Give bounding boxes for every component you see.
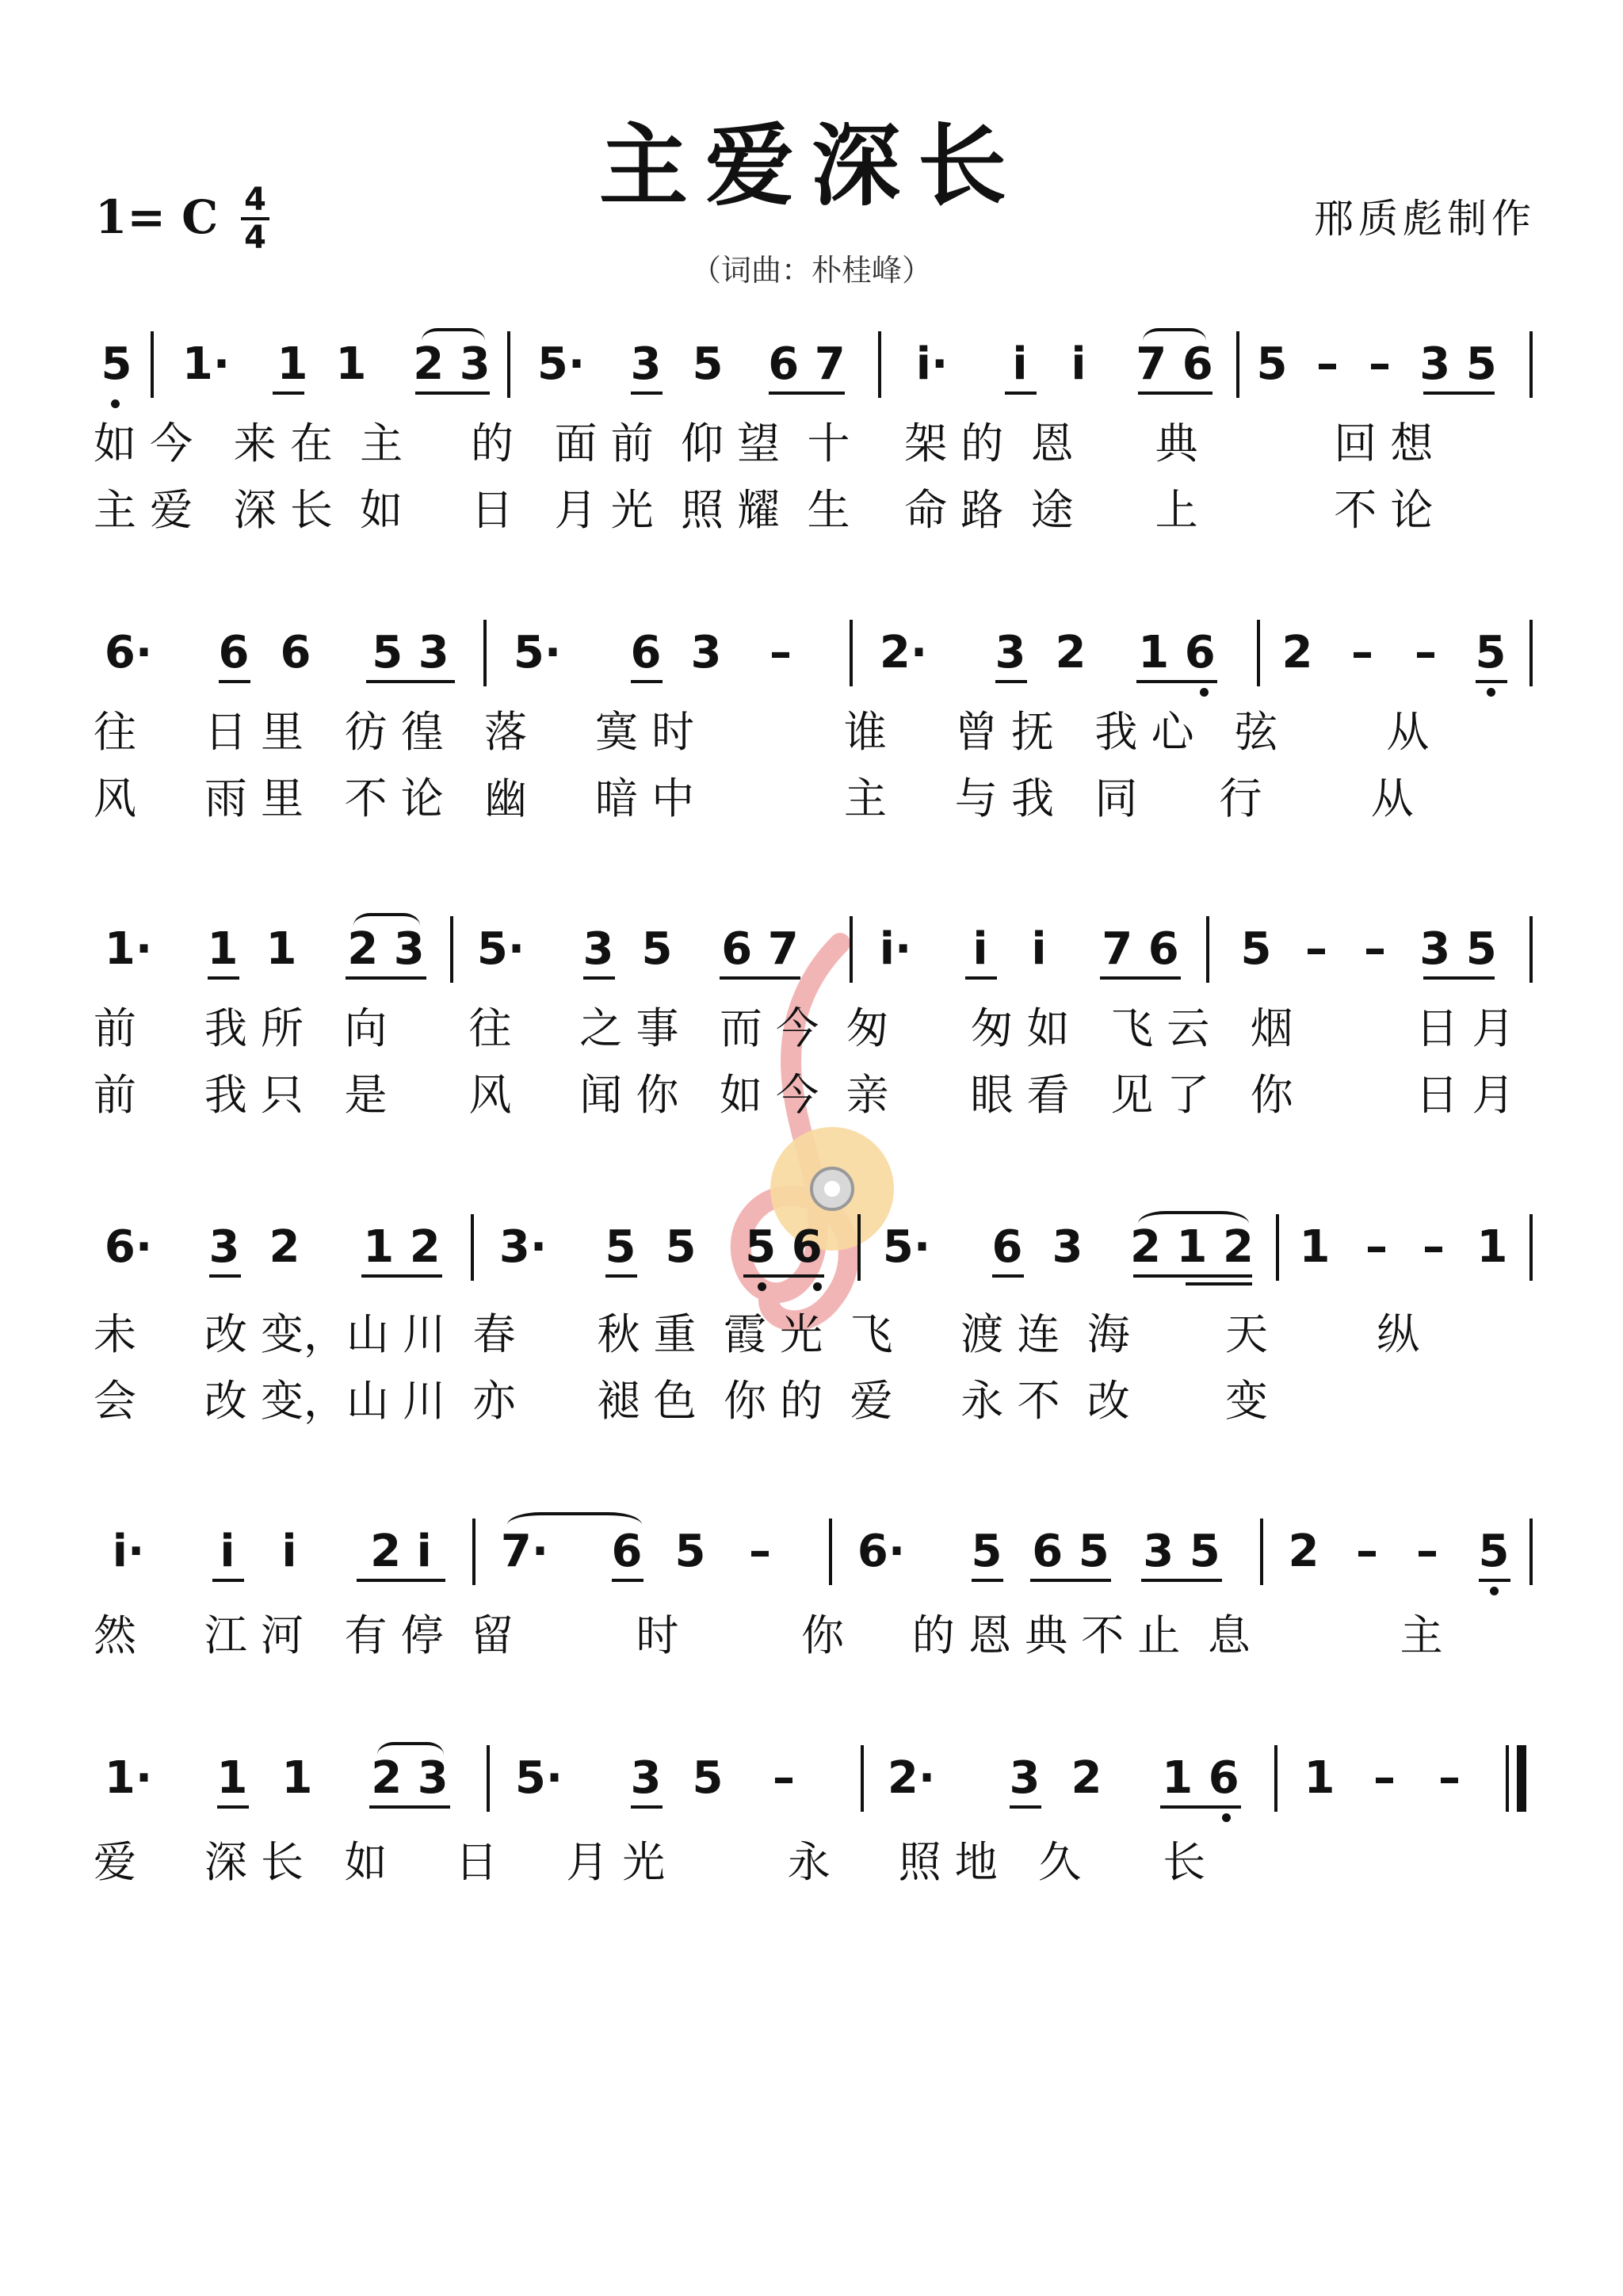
note: 5 <box>1240 923 1272 975</box>
note: i <box>1012 338 1028 390</box>
barline <box>861 1745 864 1812</box>
note: 6 <box>611 1526 643 1577</box>
underline <box>992 1274 1024 1278</box>
note: 3 <box>690 627 722 678</box>
note: – <box>1305 923 1327 975</box>
slur <box>422 328 485 353</box>
note: – <box>1373 1752 1396 1804</box>
underline <box>631 392 663 395</box>
note: 3 <box>208 1221 240 1273</box>
meter-bottom: 4 <box>244 220 266 256</box>
barline <box>1529 331 1533 398</box>
note: – <box>1423 1221 1445 1273</box>
note: – <box>1369 338 1391 390</box>
underline <box>583 976 615 980</box>
lyric-line: 如 今 来 在 主 的 面 前 仰 望 十 架 的 恩 典 回 想 <box>94 418 1434 468</box>
song-title: 主爱深长 <box>599 114 1024 218</box>
note: 3 5 <box>1419 338 1497 390</box>
barline <box>1260 1519 1263 1585</box>
underline <box>1005 392 1037 395</box>
note: 2 3 <box>371 1752 449 1804</box>
underline <box>1030 1579 1111 1582</box>
underline <box>965 976 997 980</box>
note: i· <box>915 338 949 390</box>
note: – <box>769 627 792 678</box>
underline <box>631 680 663 683</box>
underline <box>1141 1579 1222 1582</box>
barline <box>507 331 510 398</box>
note: – <box>1415 627 1437 678</box>
underline <box>720 976 800 980</box>
note: – <box>773 1752 795 1804</box>
low-octave-dot <box>813 1282 822 1291</box>
barline <box>1206 916 1209 983</box>
lyric-line: 爱 深 长 如 日 月 光 永 照 地 久 长 <box>94 1837 1206 1887</box>
treble-clef-watermark <box>689 927 943 1371</box>
note: 6 <box>280 627 311 678</box>
underline <box>1138 392 1212 395</box>
author-credit: 邢质彪制作 <box>1314 196 1536 242</box>
barline <box>1529 1519 1533 1585</box>
underline <box>1423 392 1495 395</box>
underline <box>415 392 490 395</box>
note: 5 <box>1256 338 1288 390</box>
underline <box>212 1579 244 1582</box>
note: – <box>749 1526 771 1577</box>
note: – <box>1356 1526 1378 1577</box>
underline <box>605 1274 637 1278</box>
time-signature <box>238 182 273 255</box>
underline <box>743 1274 824 1278</box>
note: – <box>1351 627 1373 678</box>
underline <box>209 1274 241 1278</box>
note: 6 7 <box>721 923 799 975</box>
underline <box>208 976 239 980</box>
note: 6 7 <box>768 338 846 390</box>
note: 2 3 <box>413 338 491 390</box>
underline <box>366 680 455 683</box>
barline <box>850 620 853 686</box>
note: 1 <box>207 923 239 975</box>
note: 5 6 <box>745 1221 823 1273</box>
note: 1 <box>1476 1221 1508 1273</box>
meter-top: 4 <box>244 181 266 218</box>
note: 2 <box>1071 1752 1102 1804</box>
note: – <box>1365 1221 1388 1273</box>
final-barline-thick <box>1517 1745 1526 1812</box>
underline <box>361 1274 442 1278</box>
note: i· <box>879 923 912 975</box>
slur <box>507 1512 642 1538</box>
lyric-line: 主 爱 深 长 如 日 月 光 照 耀 生 命 路 途 上 不 论 <box>94 485 1434 535</box>
barline <box>1257 620 1260 686</box>
lyric-line: 往 日 里 彷 徨 落 寞 时 谁 曾 抚 我 心 弦 从 <box>94 707 1430 757</box>
barline <box>878 331 881 398</box>
note: 2· <box>879 627 928 678</box>
note: 6· <box>104 627 153 678</box>
note: i <box>220 1526 235 1577</box>
note: 1· <box>104 1752 153 1804</box>
slur <box>1143 328 1206 353</box>
underline <box>1476 680 1507 683</box>
note: 1 <box>335 338 367 390</box>
note: 5· <box>513 627 562 678</box>
note: 2 <box>1288 1526 1319 1577</box>
underline <box>1136 680 1217 683</box>
underline <box>219 680 250 683</box>
note: 3 <box>1009 1752 1041 1804</box>
note: 1 <box>281 1752 313 1804</box>
note: 1 <box>1304 1752 1335 1804</box>
underline <box>612 1579 643 1582</box>
slur <box>1138 1211 1249 1236</box>
lyric-line: 未 改 变，山 川 春 秋 重 霞 光 飞 渡 连 海 天 纵 <box>94 1309 1420 1359</box>
note: – <box>1316 338 1338 390</box>
low-octave-dot <box>1222 1813 1231 1822</box>
note: 1 <box>216 1752 248 1804</box>
note: 6 <box>218 627 250 678</box>
barline <box>1529 916 1533 983</box>
note: 2 1 2 <box>1130 1221 1254 1273</box>
note: 5· <box>537 338 586 390</box>
note: 1· <box>181 338 231 390</box>
note: 2 <box>1055 627 1086 678</box>
lyric-line: 会 改 变，山 川 亦 褪 色 你 的 爱 永 不 改 变 <box>94 1376 1268 1426</box>
barline <box>829 1519 832 1585</box>
barline <box>857 1214 861 1281</box>
note: i· <box>112 1526 145 1577</box>
underline <box>1010 1805 1041 1809</box>
lyric-line: 前 我 所 向 往 之 事 而 今 匆 匆 如 飞 云 烟 日 月 <box>94 1003 1515 1053</box>
note: 6 <box>991 1221 1023 1273</box>
lyric-line: 前 我 只 是 风 闻 你 如 今 亲 眼 看 见 了 你 日 月 <box>94 1070 1515 1120</box>
note: 1 6 <box>1162 1752 1239 1804</box>
barline <box>1529 620 1533 686</box>
note: 5 <box>1478 1526 1510 1577</box>
key-signature: 1= C <box>95 190 219 244</box>
low-octave-dot <box>1200 688 1209 697</box>
note: 6 <box>630 627 662 678</box>
note: 2· <box>887 1752 936 1804</box>
low-octave-dot <box>758 1282 766 1291</box>
note: 3 <box>582 923 614 975</box>
low-octave-dot <box>1490 1587 1499 1595</box>
note: 3· <box>498 1221 548 1273</box>
lyric-line: 然 江 河 有 停 留 时 你 的 恩 典 不 止 息 主 <box>94 1610 1443 1660</box>
underline <box>273 392 304 395</box>
barline <box>1236 331 1239 398</box>
note: 5 3 <box>372 627 449 678</box>
barline <box>483 620 487 686</box>
underline <box>1423 976 1495 980</box>
note: 1 6 <box>1138 627 1216 678</box>
underline <box>357 1579 445 1582</box>
note: 5 <box>971 1526 1002 1577</box>
note: 3 5 <box>1419 923 1497 975</box>
note: – <box>1416 1526 1438 1577</box>
note: – <box>1438 1752 1461 1804</box>
slur <box>353 913 420 938</box>
note: 6· <box>104 1221 153 1273</box>
lyric-line: 风 雨 里 不 论 幽 暗 中 主 与 我 同 行 从 <box>94 774 1414 823</box>
note: 6· <box>857 1526 906 1577</box>
underline <box>1100 976 1181 980</box>
note: 5 <box>101 338 132 390</box>
underline <box>972 1579 1003 1582</box>
note: i <box>1031 923 1047 975</box>
note: 6 5 <box>1032 1526 1109 1577</box>
barline <box>1274 1745 1277 1812</box>
barline <box>450 916 453 983</box>
note: i <box>1071 338 1086 390</box>
note: 5 <box>692 1752 724 1804</box>
barline <box>472 1519 475 1585</box>
underline <box>995 680 1027 683</box>
note: 5 <box>1475 627 1507 678</box>
low-octave-dot <box>111 399 120 408</box>
note: 2 <box>1281 627 1313 678</box>
final-barline-thin <box>1506 1745 1509 1812</box>
note: 7 6 <box>1136 338 1213 390</box>
underline <box>1479 1579 1510 1582</box>
note: 2 <box>269 1221 300 1273</box>
note: 2 i <box>370 1526 432 1577</box>
note: 3 <box>1052 1221 1083 1273</box>
underline <box>769 392 845 395</box>
lyrics-composer-credit: （词曲：朴桂峰） <box>690 253 932 288</box>
note: 1· <box>104 923 153 975</box>
barline <box>850 916 853 983</box>
note: 5 <box>692 338 724 390</box>
underline <box>1160 1805 1241 1809</box>
note: 2 3 <box>347 923 425 975</box>
underline <box>217 1805 249 1809</box>
note: 3 5 <box>1143 1526 1220 1577</box>
slur <box>377 1742 444 1767</box>
note: i <box>972 923 988 975</box>
note: 5 <box>674 1526 706 1577</box>
note: 5· <box>476 923 525 975</box>
note: i <box>281 1526 297 1577</box>
note: 5 <box>605 1221 636 1273</box>
note: 7· <box>500 1526 549 1577</box>
barline <box>151 331 154 398</box>
underline <box>369 1805 450 1809</box>
low-octave-dot <box>1487 688 1495 697</box>
note: 1 <box>277 338 308 390</box>
note: 5· <box>514 1752 563 1804</box>
barline <box>1529 1214 1533 1281</box>
underline <box>1186 1282 1252 1286</box>
note: 7 6 <box>1102 923 1179 975</box>
note: 1 2 <box>363 1221 441 1273</box>
note: 1 <box>1299 1221 1331 1273</box>
note: 5 <box>665 1221 697 1273</box>
barline <box>1276 1214 1279 1281</box>
underline <box>1133 1274 1252 1278</box>
note: 3 <box>630 1752 662 1804</box>
note: – <box>1364 923 1386 975</box>
underline <box>631 1805 663 1809</box>
barline <box>487 1745 490 1812</box>
note: 3 <box>630 338 662 390</box>
note: 5· <box>882 1221 931 1273</box>
note: 3 <box>995 627 1026 678</box>
note: 5 <box>641 923 673 975</box>
barline <box>471 1214 474 1281</box>
underline <box>346 976 426 980</box>
note: 1 <box>265 923 297 975</box>
